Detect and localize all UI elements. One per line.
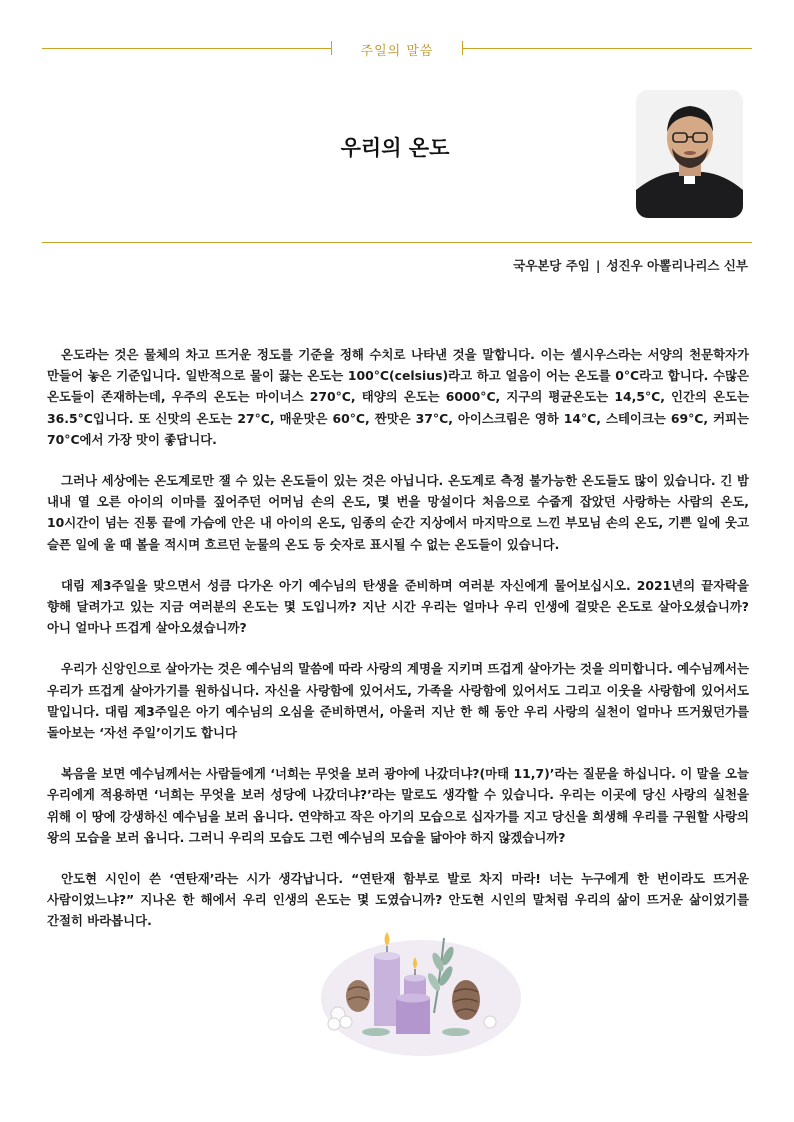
byline-parish: 국우본당 주임 [513, 258, 590, 273]
article-body [47, 344, 749, 952]
candles-icon [316, 918, 526, 1058]
paragraph-4: 우리가 신앙인으로 살아가는 것은 예수님의 말씀에 따라 사랑의 계명을 지키며 뜨겁게 살아가는 것을 의미합니다. 예수님께서는 우리가 뜨겁게 살아가기를 원하십니다. 자신을 사랑함에 있어서도, 가족을 사랑함에 있어서도 그리고 이웃을 사랑함에 있어서도 말입니다. 대림 제3주일은 아기 예수님의 오심을 준비하면서, 아울러 지난 한 해 동안 우리 사랑의 실천이 얼마나 뜨거웠던가를 돌아보는 ‘자선 주일’이기도 합니다 [47, 661, 749, 741]
byline [513, 256, 748, 274]
author-portrait [636, 90, 743, 218]
paragraph-2: 그러나 세상에는 온도계로만 잴 수 있는 온도들이 있는 것은 아닙니다. 온도계로 측정 불가능한 온도들도 많이 있습니다. 긴 밤 내내 열 오른 아이의 이마를 짚어주던 어머님 손의 온도, 몇 번을 망설이다 처음으로 수줍게 잡았던 사랑하는 사람의 온도, 10시간이 넘는 진통 끝에 가슴에 안은 내 아이의 온도, 임종의 순간 지상에서 마지막으로 느낀 부모님 손의 온도, 기쁜 일에 웃고 슬픈 일에 울 때 볼을 적시며 흐르던 눈물의 온도 등 숫자로 표시될 수 없는 온도들이 있습니다. [47, 473, 749, 552]
paragraph-6: 안도현 시인이 쓴 ‘연탄재’라는 시가 생각납니다. “연탄재 함부로 발로 차지 마라! 너는 누구에게 한 번이라도 뜨거운 사람이었느냐?” 지나온 한 해에서 우리 인생의 온도는 몇 도였습니까? 안도현 시인의 말처럼 우리의 삶이 뜨거운 삶이었기를 간절히 바라봅니다. [47, 871, 749, 929]
byline-author: 성진우 아뽈리나리스 신부 [606, 258, 748, 273]
paragraph-1: 온도라는 것은 물체의 차고 뜨거운 정도를 기준을 정해 수치로 나타낸 것을 말합니다. 이는 셀시우스라는 서양의 천문학자가 만들어 놓은 기준입니다. 일반적으로 물이 끓는 온도는 100°C(celsius)라고 하고 얼음이 어는 온도를 0°C라고 합니다. 수많은 온도들이 존재하는데, 우주의 온도는 마이너스 270°C, 태양의 온도는 6000°C, 지구의 평균온도는 14,5°C, 인간의 온도는 36.5°C입니다. 또 신맛의 온도는 27°C, 매운맛은 60°C, 짠맛은 37°C, 아이스크림은 영하 14°C, 스테이크는 69°C, 커피는 70°C에서 가장 맛이 좋답니다. [47, 347, 749, 447]
header-rule-right [462, 48, 752, 49]
title-divider [42, 242, 752, 243]
paragraph-3: 대림 제3주일을 맞으면서 성큼 다가온 아기 예수님의 탄생을 준비하며 여러분 자신에게 물어보십시오. 2021년의 끝자락을 향해 달려가고 있는 지금 여러분의 온도는 몇 도입니까? 지난 시간 우리는 얼마나 우리 인생에 걸맞은 온도로 살아오셨습니까? 아니 얼마나 뜨겁게 살아오셨습니까? [47, 577, 749, 636]
section-label: 주일의 말씀 [360, 44, 434, 59]
advent-candles-illustration [316, 918, 526, 1058]
priest-portrait-image [636, 90, 743, 218]
byline-separator: | [595, 258, 601, 273]
page-title: 우리의 온도 [340, 136, 450, 160]
paragraph-5: 복음을 보면 예수님께서는 사람들에게 ‘너희는 무엇을 보러 광야에 나갔더냐?(마태 11,7)’라는 질문을 하십니다. 이 말을 오늘 우리에게 적용하면 ‘너희는 무엇을 보러 성당에 나갔더냐?’라는 말로도 생각할 수 있습니다. 우리는 이곳에 당신 사랑의 실천을 위해 이 땅에 강생하신 예수님을 보러 옵니다. 연약하고 작은 아기의 모습으로 십자가를 지고 당신을 희생해 우리를 구원할 사랑의 왕의 모습을 보러 옵니다. 그러니 우리의 모습도 그런 예수님의 모습을 닮아야 하지 않겠습니까? [47, 766, 749, 845]
header-rule-left [42, 48, 332, 49]
